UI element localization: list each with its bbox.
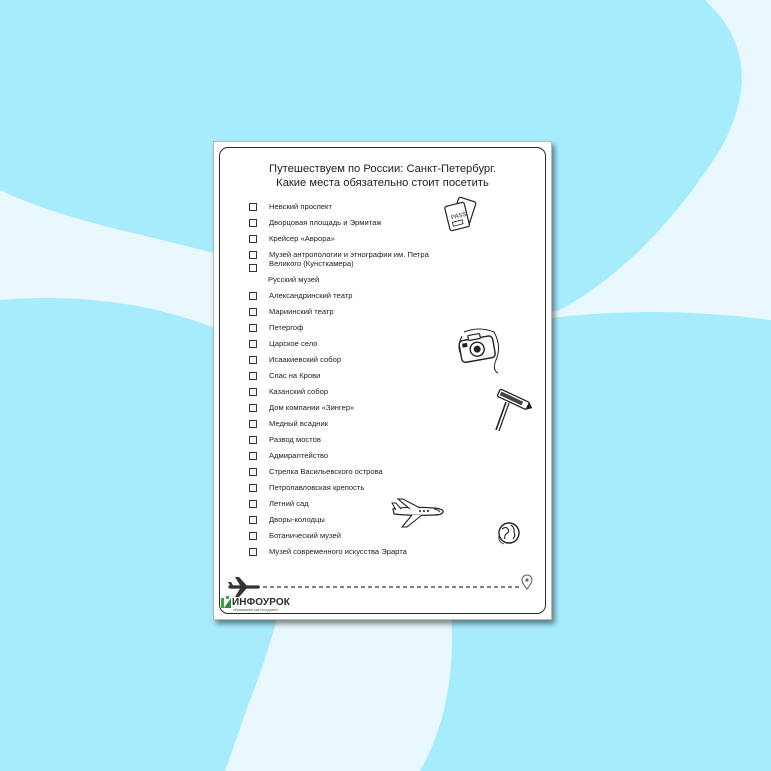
list-item-text: Адмиралтейство [269,451,329,460]
footer-route [214,142,553,621]
list-item-text: Петергоф [269,323,304,332]
list-item-text: Петропавловская крепость [269,483,365,492]
list-item-text: Медный всадник [269,419,329,428]
title-line-2: Какие места обязательно стоит посетить [276,177,489,189]
logo-mark-icon [221,596,231,608]
list-item-text: Развод мостов [269,435,321,444]
list-item-text: Стрелка Васильевского острова [269,467,383,476]
list-item-text: Казанский собор [269,387,329,396]
list-item-text: Спас на Крови [269,371,321,380]
list-item-text: Дворцовая площадь и Эрмитаж [269,218,382,227]
list-item-text: Летний сад [269,499,309,508]
list-item-text-line-2: Великого (Кунсткамера) [269,259,354,268]
list-item-text: Александринский театр [269,291,353,300]
footer-airplane-icon [228,577,258,597]
list-item-text: Музей антропологии и этнографии им. Петра [269,250,429,259]
list-item-text: Ботанический музей [269,531,341,540]
location-pin-icon [522,575,532,589]
logo-tagline: образование как инструмент [233,608,279,612]
list-item-text: Дворы-колодцы [269,515,325,524]
list-item-text: Крейсер «Аврора» [269,234,335,243]
title-line-1: Путешествуем по России: Санкт-Петербург. [269,163,496,175]
worksheet-page [213,141,552,620]
passport-label: PASS [450,211,468,222]
list-item-text: Царское село [269,339,318,348]
list-item-text: Невский проспект [269,202,332,211]
list-item-text: Исаакиевский собор [269,355,342,364]
list-item-text: Дом компании «Зингер» [269,403,355,412]
list-item-text: Музей современного искусства Эрарта [269,547,407,556]
logo-text: ИНФОУРОК [232,596,290,608]
list-item-russian-museum: Русский музей [268,275,320,284]
list-item-text: Мариинский театр [269,307,334,316]
infourok-logo [221,596,290,608]
